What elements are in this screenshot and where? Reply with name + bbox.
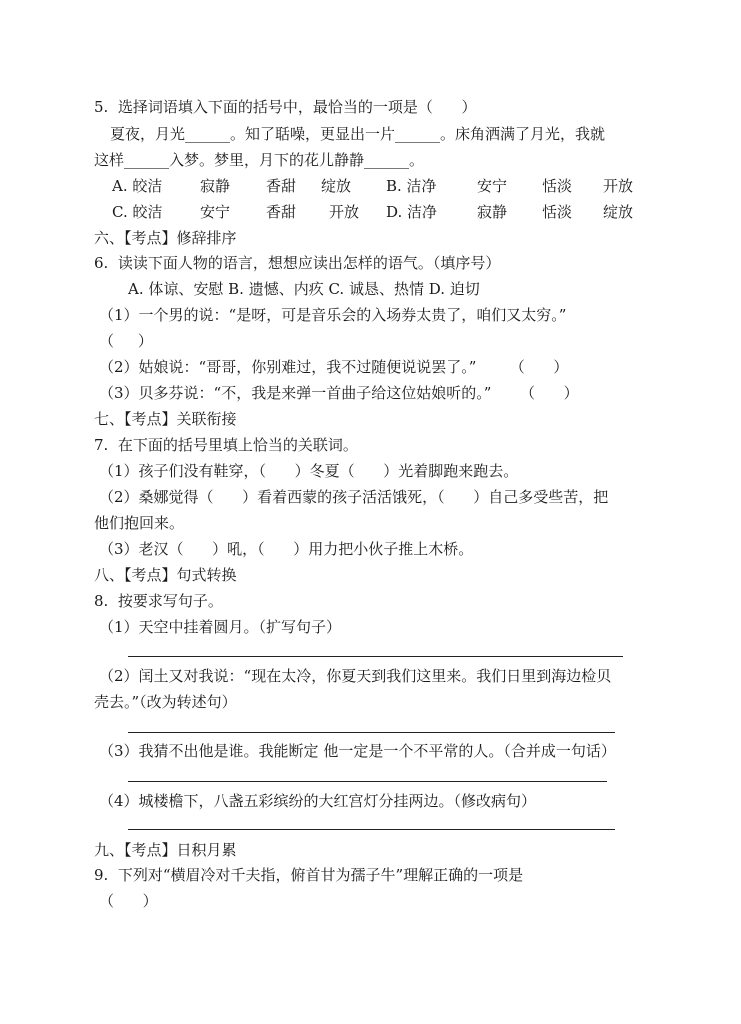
q5-option-b-label: B. 洁净 bbox=[386, 177, 437, 195]
section6-heading: 六、【考点】修辞排序 bbox=[94, 229, 237, 247]
q5-option-c-word2: 安宁 bbox=[200, 203, 231, 221]
q8-item4: （4）城楼檐下，八盏五彩缤纷的大红宫灯分挂两边。（修改病句） bbox=[99, 792, 537, 810]
section9-heading: 九、【考点】日积月累 bbox=[94, 841, 237, 859]
q7-item1: （1）孩子们没有鞋穿，（ ）冬夏（ ）光着脚跑来跑去。 bbox=[99, 462, 519, 480]
q5-option-d-word2: 寂静 bbox=[477, 203, 508, 221]
q8-stem: 8. 按要求写句子。 bbox=[94, 592, 223, 610]
q5-passage-line2: 这样______入梦。梦里，月下的花儿静静______。 bbox=[94, 151, 425, 169]
q7-item2-continued: 他们抱回来。 bbox=[94, 514, 185, 532]
q8-item3: （3）我猜不出他是谁。我能断定 他一定是一个不平常的人。（合并成一句话） bbox=[99, 742, 616, 760]
q7-stem: 7. 在下面的括号里填上恰当的关联词。 bbox=[94, 436, 358, 454]
q9-answer-blank[interactable]: （ ） bbox=[99, 892, 158, 910]
q5-option-b-word3: 恬淡 bbox=[542, 177, 573, 195]
q8-item3-answer-line[interactable] bbox=[128, 781, 607, 782]
section8-heading: 八、【考点】句式转换 bbox=[94, 566, 237, 584]
q5-option-a-word3: 香甜 bbox=[266, 177, 297, 195]
q5-option-d-word4: 绽放 bbox=[603, 203, 634, 221]
q5-option-c-label: C. 皎洁 bbox=[112, 203, 163, 221]
q7-item3: （3）老汉（ ）吼，（ ）用力把小伙子推上木桥。 bbox=[99, 540, 474, 558]
q5-option-d-word3: 恬淡 bbox=[542, 203, 573, 221]
q5-option-b-word2: 安宁 bbox=[477, 177, 508, 195]
q8-item2-continued: 壳去。”（改为转述句） bbox=[94, 693, 237, 711]
q6-item1: （1）一个男的说：“是呀，可是音乐会的入场券太贵了，咱们又太穷。” bbox=[99, 306, 567, 324]
q5-option-d-label: D. 洁净 bbox=[386, 203, 438, 221]
q5-passage-line1: 夏夜，月光______。知了聒噪，更显出一片______。床角洒满了月光，我就 bbox=[110, 125, 606, 143]
q6-item2: （2）姑娘说：“哥哥，你别难过，我不过随便说说罢了。” （ ） bbox=[99, 358, 569, 376]
q8-item1: （1）天空中挂着圆月。（扩写句子） bbox=[99, 618, 342, 636]
q6-item3: （3）贝多芬说：“不，我是来弹一首曲子给这位姑娘听的。” （ ） bbox=[99, 384, 579, 402]
q8-item2-answer-line[interactable] bbox=[128, 732, 615, 733]
q5-option-a-label: A. 皎洁 bbox=[112, 177, 163, 195]
q5-option-a-word4: 绽放 bbox=[321, 177, 352, 195]
q8-item2: （2）闰土又对我说：“现在太冷，你夏天到我们这里来。我们日里到海边检贝 bbox=[99, 667, 612, 685]
q8-item1-answer-line[interactable] bbox=[128, 656, 623, 657]
q5-stem: 5. 选择词语填入下面的括号中，最恰当的一项是（ ） bbox=[94, 98, 477, 116]
section7-heading: 七、【考点】关联衔接 bbox=[94, 410, 237, 428]
q6-item1-blank[interactable]: （ ） bbox=[99, 332, 153, 350]
q7-item2: （2）桑娜觉得（ ）看着西蒙的孩子活活饿死，（ ）自己多受些苦，把 bbox=[99, 488, 609, 506]
q5-option-c-word4: 开放 bbox=[329, 203, 360, 221]
q5-option-a-word2: 寂静 bbox=[200, 177, 231, 195]
q6-options: A. 体谅、安慰 B. 遗憾、内疚 C. 诚恳、热情 D. 迫切 bbox=[128, 280, 480, 298]
q5-option-c-word3: 香甜 bbox=[266, 203, 297, 221]
q8-item4-answer-line[interactable] bbox=[128, 829, 615, 830]
q9-stem: 9. 下列对“横眉冷对千夫指，俯首甘为孺子牛”理解正确的一项是 bbox=[94, 866, 524, 884]
q6-stem: 6. 读读下面人物的语言，想想应读出怎样的语气。（填序号） bbox=[94, 254, 501, 272]
q5-option-b-word4: 开放 bbox=[603, 177, 634, 195]
